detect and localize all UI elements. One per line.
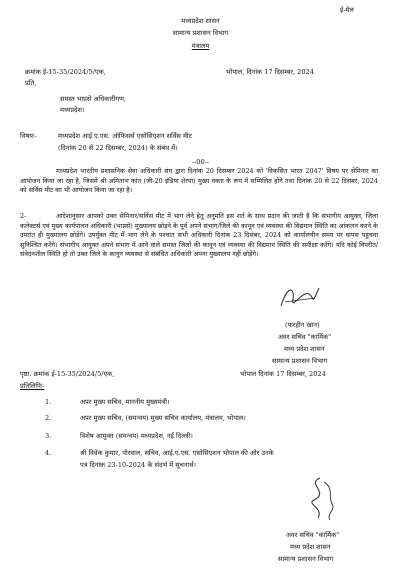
header-govt: मध्यप्रदेश शासन [181,17,220,25]
subject-line1: मध्यप्रदेश आई.ए.एस. ऑफिसर्स एसोसिएशन सर्विस मीट [58,132,192,140]
email-tag: ई-मेल [340,6,354,14]
endorsement-ref: पृष्ठा. क्रमांक ई-15-35/2024/5/एक, [20,370,115,378]
paragraph-1: मध्यप्रदेश भारतीय प्रशासनिक सेवा अधिकारी संघ द्वारा दिनांक 20 दिसम्बर 2024 को 'विकसित भारत 2047' विषय पर सेमिनार का आयोजन किया जा रहा है, जिसमें श्री अमिताभ कांत (जी-20 इंडिया शेरपा) मुख्य वक्ता के रूप में सम्मिलित होंगे तथा दिनांक 20 से 22 दिसंबर, 2024 को सर्विस मीट का भी आयोजन किया जा रहा है। [20,167,378,195]
copy-label: प्रतिलिपिः- [20,382,45,390]
endorsement-date: भोपाल दिनांक 17 दिसम्बर, 2024 [240,370,326,378]
signatory-dept: सामान्य प्रशासन विभाग [272,357,328,365]
copy-item-number: 4. [45,449,52,457]
signature-scribble [300,474,340,524]
copy-item-text-continued: पत्र दिनांक 23-10-2024 के संदर्भ में सूचनार्थ। [80,461,196,469]
signatory-designation: अवर सचिव "कार्मिक" [278,333,332,341]
copy-item-text: अपर मुख्य सचिव, माननीय मुख्यमंत्री। [80,398,170,406]
addressee-line1: समस्त भाप्रसे अधिकारीगण, [60,95,127,103]
ref-number: क्रमांक ई-15-35/2024/5/एक, [25,68,106,76]
divider: --00-- [191,158,210,166]
signature-scribble [275,282,325,312]
place-date: भोपाल, दिनांक 17 दिसम्बर, 2024 [226,68,314,76]
signatory2-state: मध्य प्रदेश शासन [290,543,331,551]
copy-item-text: विशेष आयुक्त (समन्वय) मध्यप्रदेश, नई दिल्ली। [80,432,193,440]
signatory2-designation: अवर सचिव "कार्मिक" [286,531,340,539]
subject-line2: (दिनांक 20 से 22 दिसम्बर, 2024) के संबंध में। [58,144,178,152]
signatory-name: (फरहीन खान) [285,321,320,329]
signatory2-dept: सामान्य प्रशासन विभाग [278,555,334,563]
copy-item-number: 3. [45,432,52,440]
paragraph-2-number: 2- [20,212,27,220]
copy-item-text: अपर मुख्य सचिव, (समन्वय) मुख्य सचिव कार्यालय, मंत्रालय, भोपाल। [80,414,246,422]
header-dept: सामान्य प्रशासन विभाग [172,29,229,37]
paragraph-2: आदेशानुसार आपको उक्त सेमिनार/सर्विस मीट में भाग लेने हेतु अनुमति इस शर्त के साथ प्रदान की जाती है कि संभागीय आयुक्त, जिला कलेक्टर्स एवं मुख्य कार्यपालन अधिकारी (भाप्रसे) मुख्यालय छोड़ने के पूर्व अपने संभाग/जिले की कानून एवं व्यवस्था की विद्यमान स्थिति का आंकलन करने के उपरांत ही मुख्यालय छोड़ेंगे। उपर्युक्त मीट में भाग लेने के पश्चात सभी अधिकारी दिनांक 23 दिसंबर, 2024 को कार्यालयीन समय पर वापस पहुंचना सुनिश्चित करेंगे। संभागीय आयुक्त अपने संभाग में आने वाले समस्त जिलों की कानून एवं व्यवस्था की विद्यमान स्थिति की समीक्षा करेंगे। यदि कोई विपरीत/संवेदनशील स्थिति हो तो उक्त जिले के कानून व्यवस्था से संबंधित अधिकारी अपना मुख्यालय नहीं छोड़ेंगे। [20,212,378,259]
copy-item-number: 1. [45,398,52,406]
prati-label: प्रति, [25,79,37,87]
copy-item-number: 2. [45,414,52,422]
header-ministry: मंत्रालय [191,42,210,50]
signatory-state: मध्य प्रदेश शासन [284,345,325,353]
copy-item-text: श्री विवेक कुमार, पोरवाल, सचिव, आई.ए.एस. एसोसिएशन भोपाल की ओर उनके [80,449,274,457]
addressee-line2: मध्यप्रदेश। [60,106,85,114]
subject-label: विषयः- [20,132,37,140]
